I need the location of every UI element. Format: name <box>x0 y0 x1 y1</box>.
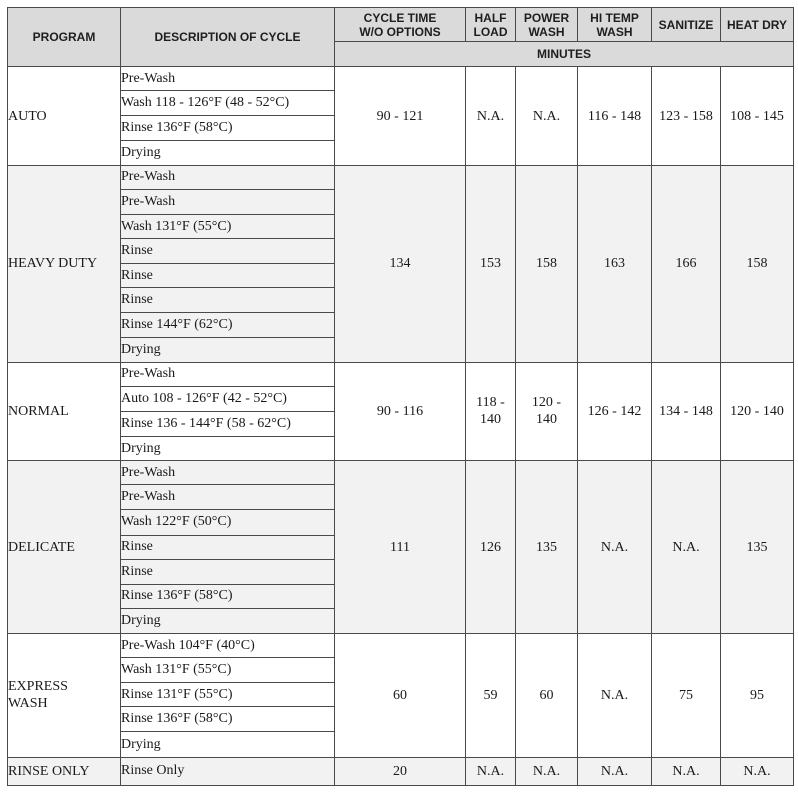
step-heavy-6: Rinse <box>121 288 335 313</box>
program-express-line2: WASH <box>8 696 48 712</box>
hi-temp-heavy-duty: 163 <box>578 165 652 362</box>
header-hi-temp-wash <box>578 8 652 42</box>
header-half-load <box>466 8 516 42</box>
power-wash-normal <box>516 362 578 460</box>
header-hi-temp-line2: WASH <box>596 24 633 39</box>
sanitize-heavy-duty: 166 <box>652 165 721 362</box>
heat-dry-delicate: 135 <box>721 461 794 634</box>
step-delicate-6: Rinse 136°F (58°C) <box>121 584 335 608</box>
step-express-3: Rinse 131°F (55°C) <box>121 683 335 707</box>
sanitize-auto: 123 - 158 <box>652 67 721 165</box>
step-heavy-5: Rinse <box>121 264 335 288</box>
header-program: PROGRAM <box>8 8 121 67</box>
step-delicate-3: Wash 122°F (50°C) <box>121 510 335 535</box>
step-normal-2: Auto 108 - 126°F (42 - 52°C) <box>121 386 335 411</box>
program-express-line1: EXPRESS <box>8 679 68 695</box>
heat-dry-normal: 120 - 140 <box>721 362 794 460</box>
cycle-time-rinse-only: 20 <box>335 757 466 785</box>
cycle-table <box>7 7 794 786</box>
header-cycle-time-line2: W/O OPTIONS <box>359 24 441 39</box>
half-load-heavy-duty: 153 <box>466 165 516 362</box>
hi-temp-auto: 116 - 148 <box>578 67 652 165</box>
half-load-normal <box>466 362 516 460</box>
step-delicate-1: Pre-Wash <box>121 461 335 485</box>
cycle-time-normal: 90 - 116 <box>335 362 466 460</box>
heat-dry-express-wash: 95 <box>721 634 794 758</box>
step-express-1: Pre-Wash 104°F (40°C) <box>121 634 335 658</box>
step-delicate-4: Rinse <box>121 535 335 559</box>
half-load-normal-line1: 118 - <box>476 395 505 411</box>
half-load-normal-line2: 140 <box>480 412 501 428</box>
power-wash-rinse-only: N.A. <box>516 757 578 785</box>
step-heavy-4: Rinse <box>121 239 335 264</box>
step-normal-3: Rinse 136 - 144°F (58 - 62°C) <box>121 411 335 436</box>
step-delicate-7: Drying <box>121 608 335 633</box>
heat-dry-rinse-only: N.A. <box>721 757 794 785</box>
hi-temp-delicate: N.A. <box>578 461 652 634</box>
hi-temp-rinse-only: N.A. <box>578 757 652 785</box>
cycle-time-express-wash: 60 <box>335 634 466 758</box>
sanitize-express-wash: 75 <box>652 634 721 758</box>
step-heavy-1: Pre-Wash <box>121 165 335 189</box>
step-heavy-2: Pre-Wash <box>121 189 335 214</box>
header-half-load-line1: HALF <box>474 10 507 25</box>
step-auto-3: Rinse 136°F (58°C) <box>121 115 335 140</box>
heat-dry-heavy-duty: 158 <box>721 165 794 362</box>
power-wash-normal-line2: 140 <box>536 412 557 428</box>
header-half-load-line2: LOAD <box>473 24 508 39</box>
sanitize-normal: 134 - 148 <box>652 362 721 460</box>
program-express-wash <box>8 634 121 758</box>
step-auto-1: Pre-Wash <box>121 67 335 91</box>
half-load-express-wash: 59 <box>466 634 516 758</box>
step-normal-4: Drying <box>121 437 335 461</box>
half-load-auto: N.A. <box>466 67 516 165</box>
header-power-wash-line1: POWER <box>523 10 570 25</box>
step-heavy-8: Drying <box>121 337 335 362</box>
step-express-4: Rinse 136°F (58°C) <box>121 707 335 732</box>
sanitize-rinse-only: N.A. <box>652 757 721 785</box>
power-wash-auto: N.A. <box>516 67 578 165</box>
step-express-2: Wash 131°F (55°C) <box>121 658 335 683</box>
program-normal: NORMAL <box>8 362 121 460</box>
header-hi-temp-line1: HI TEMP <box>590 10 639 25</box>
program-auto: AUTO <box>8 67 121 165</box>
step-heavy-3: Wash 131°F (55°C) <box>121 215 335 239</box>
step-auto-4: Drying <box>121 140 335 165</box>
header-heat-dry: HEAT DRY <box>721 8 794 42</box>
power-wash-express-wash: 60 <box>516 634 578 758</box>
header-power-wash <box>516 8 578 42</box>
cycle-time-auto: 90 - 121 <box>335 67 466 165</box>
header-cycle-time-line1: CYCLE TIME <box>363 10 437 25</box>
half-load-rinse-only: N.A. <box>466 757 516 785</box>
header-description: DESCRIPTION OF CYCLE <box>121 8 335 67</box>
step-delicate-2: Pre-Wash <box>121 485 335 510</box>
cycle-time-delicate: 111 <box>335 461 466 634</box>
power-wash-delicate: 135 <box>516 461 578 634</box>
header-power-wash-line2: WASH <box>528 24 565 39</box>
cycle-time-heavy-duty: 134 <box>335 165 466 362</box>
step-express-5: Drying <box>121 732 335 757</box>
step-rinse-only-1: Rinse Only <box>121 757 335 785</box>
step-normal-1: Pre-Wash <box>121 362 335 386</box>
step-auto-2: Wash 118 - 126°F (48 - 52°C) <box>121 91 335 115</box>
program-heavy-duty: HEAVY DUTY <box>8 165 121 362</box>
program-rinse-only: RINSE ONLY <box>8 757 121 785</box>
half-load-delicate: 126 <box>466 461 516 634</box>
program-delicate: DELICATE <box>8 461 121 634</box>
power-wash-heavy-duty: 158 <box>516 165 578 362</box>
header-minutes: MINUTES <box>335 42 794 67</box>
hi-temp-normal: 126 - 142 <box>578 362 652 460</box>
header-sanitize: SANITIZE <box>652 8 721 42</box>
heat-dry-auto: 108 - 145 <box>721 67 794 165</box>
header-cycle-time <box>335 8 466 42</box>
step-heavy-7: Rinse 144°F (62°C) <box>121 313 335 337</box>
hi-temp-express-wash: N.A. <box>578 634 652 758</box>
sanitize-delicate: N.A. <box>652 461 721 634</box>
step-delicate-5: Rinse <box>121 559 335 584</box>
power-wash-normal-line1: 120 - <box>531 395 562 411</box>
